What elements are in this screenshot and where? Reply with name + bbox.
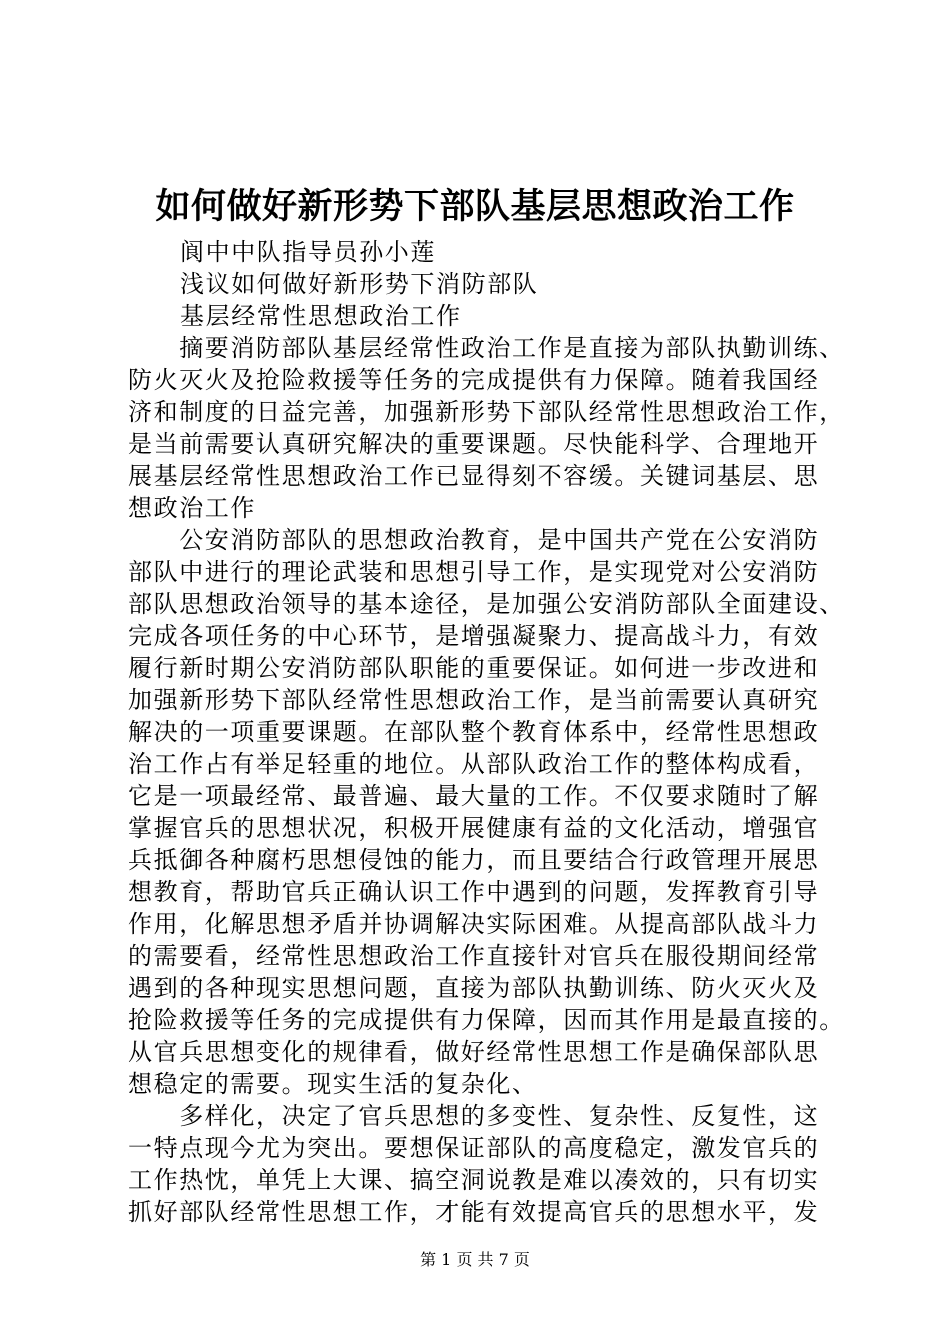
subtitle-line-1: 浅议如何做好新形势下消防部队 [180, 270, 539, 298]
body-line: 遇到的各种现实思想问题，直接为部队执勤训练、防火灭火及 [128, 974, 820, 1002]
body-line: 部队中进行的理论武装和思想引导工作，是实现党对公安消防 [128, 558, 820, 586]
body-line: 治工作占有举足轻重的地位。从部队政治工作的整体构成看， [128, 750, 820, 778]
body-line: 它是一项最经常、最普遍、最大量的工作。不仅要求随时了解 [128, 782, 820, 810]
body-line: 抓好部队经常性思想工作，才能有效提高官兵的思想水平，发 [128, 1198, 820, 1226]
body-line: 完成各项任务的中心环节，是增强凝聚力、提高战斗力，有效 [128, 622, 820, 650]
body-line: 摘要消防部队基层经常性政治工作是直接为部队执勤训练、 [128, 334, 845, 362]
body-line: 解决的一项重要课题。在部队整个教育体系中，经常性思想政 [128, 718, 820, 746]
body-line: 是当前需要认真研究解决的重要课题。尽快能科学、合理地开 [128, 430, 820, 458]
body-line: 履行新时期公安消防部队职能的重要保证。如何进一步改进和 [128, 654, 820, 682]
body-line: 展基层经常性思想政治工作已显得刻不容缓。关键词基层、思 [128, 462, 820, 490]
body-line: 抢险救援等任务的完成提供有力保障，因而其作用是最直接的。 [128, 1006, 845, 1034]
body-line: 公安消防部队的思想政治教育，是中国共产党在公安消防 [128, 526, 820, 554]
body-line: 加强新形势下部队经常性思想政治工作，是当前需要认真研究 [128, 686, 820, 714]
body-line: 一特点现今尤为突出。要想保证部队的高度稳定，激发官兵的 [128, 1134, 820, 1162]
body-line: 作用，化解思想矛盾并协调解决实际困难。从提高部队战斗力 [128, 910, 820, 938]
subtitle-line-2: 基层经常性思想政治工作 [180, 302, 462, 330]
body-line: 从官兵思想变化的规律看，做好经常性思想工作是确保部队思 [128, 1038, 820, 1066]
body-line: 济和制度的日益完善，加强新形势下部队经常性思想政治工作， [128, 398, 845, 426]
page-footer: 第 1 页 共 7 页 [420, 1250, 530, 1269]
body-line: 工作热忱，单凭上大课、搞空洞说教是难以凑效的，只有切实 [128, 1166, 820, 1194]
body-line: 部队思想政治领导的基本途径，是加强公安消防部队全面建设、 [128, 590, 845, 618]
body-line: 想政治工作 [128, 494, 256, 522]
body-line: 的需要看，经常性思想政治工作直接针对官兵在服役期间经常 [128, 942, 820, 970]
body-line: 防火灭火及抢险救援等任务的完成提供有力保障。随着我国经 [128, 366, 820, 394]
body-line: 想稳定的需要。现实生活的复杂化、 [128, 1070, 538, 1098]
body-line: 多样化，决定了官兵思想的多变性、复杂性、反复性，这 [128, 1102, 820, 1130]
body-line: 掌握官兵的思想状况，积极开展健康有益的文化活动，增强官 [128, 814, 820, 842]
document-title: 如何做好新形势下部队基层思想政治工作 [155, 186, 795, 227]
body-line: 想教育，帮助官兵正确认识工作中遇到的问题，发挥教育引导 [128, 878, 820, 906]
body-line: 兵抵御各种腐朽思想侵蚀的能力，而且要结合行政管理开展思 [128, 846, 820, 874]
author-line: 阆中中队指导员孙小莲 [180, 238, 436, 266]
